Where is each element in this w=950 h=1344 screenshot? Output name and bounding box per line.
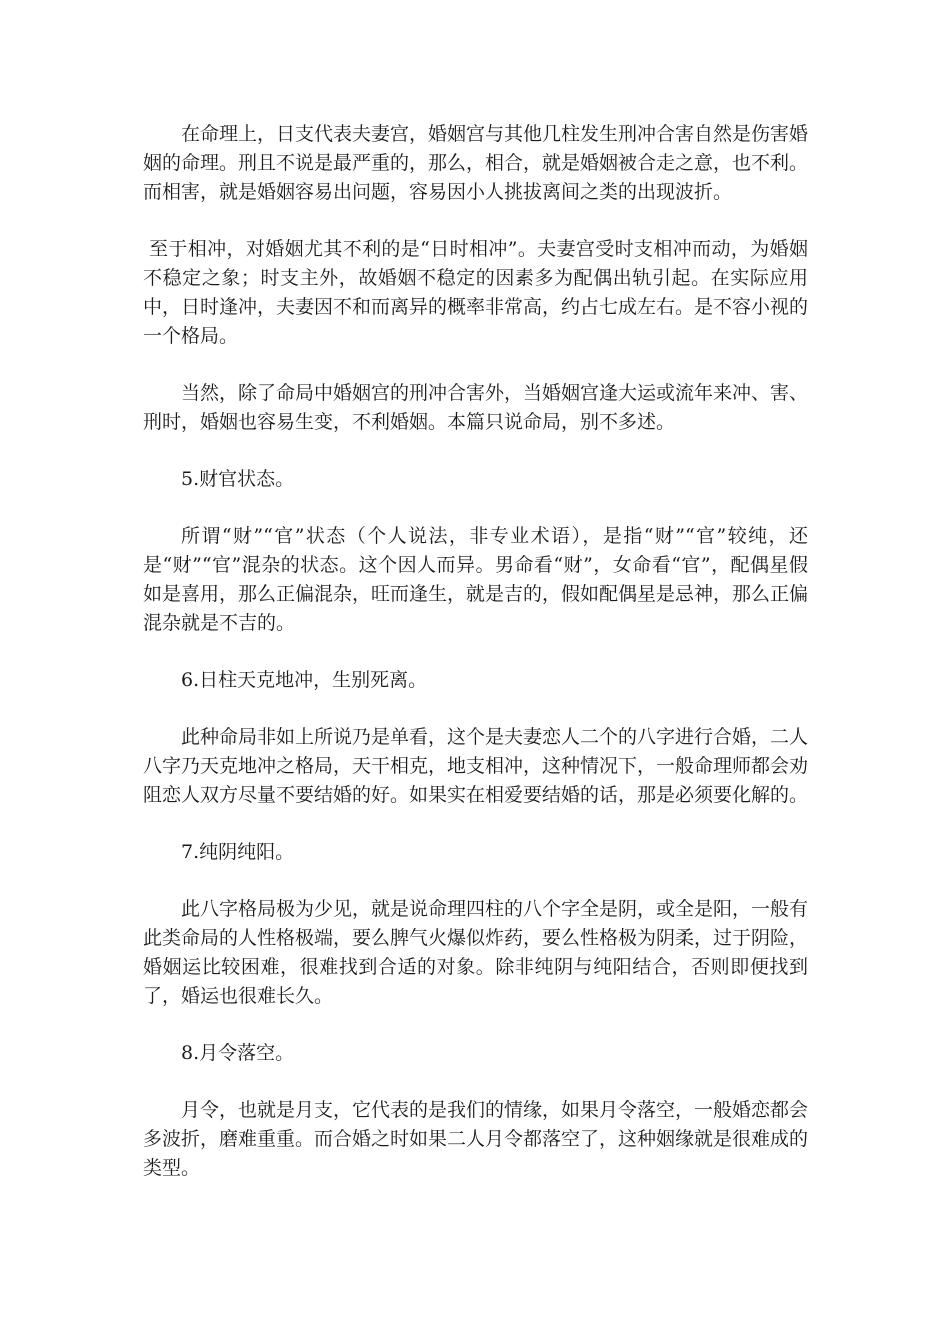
paragraph-marriage-palace: 在命理上，日支代表夫妻宫，婚姻宫与其他几柱发生刑冲合害自然是伤害婚姻的命理。刑且不说是最严重的，那么，相合，就是婚姻被合走之意，也不利。而相害，就是婚姻容易出问题，容易因小人挑拔离间之类的出现波折。 bbox=[143, 123, 809, 203]
section-heading-5: 5.财官状态。 bbox=[181, 468, 295, 490]
paragraph-wealth-officer: 所谓“财”“官”状态（个人说法，非专业术语），是指“财”“官”较纯，还是“财”“官”混杂的状态。这个因人而异。男命看“财”，女命看“官”，配偶星假如是喜用，那么正偏混杂，旺而逢生，就是吉的，假如配偶星是忌神，那么正偏混杂就是不吉的。 bbox=[143, 525, 809, 634]
section-heading-8: 8.月令落空。 bbox=[181, 1042, 295, 1064]
paragraph-pure-yin-yang: 此八字格局极为少见，就是说命理四柱的八个字全是阴，或全是阳，一般有此类命局的人性格极端，要么脾气火爆似炸药，要么性格极为阴柔，过于阴险，婚姻运比较困难，很难找到合适的对象。除非纯阴与纯阳结合，否则即便找到了，婚运也很难长久。 bbox=[143, 898, 809, 1007]
paragraph-month-branch-void: 月令，也就是月支，它代表的是我们的情缘，如果月令落空，一般婚恋都会多波折，磨难重重。而合婚之时如果二人月令都落空了，这种姻缘就是很难成的类型。 bbox=[143, 1099, 809, 1179]
paragraph-luck-cycles: 当然，除了命局中婚姻宫的刑冲合害外，当婚姻宫逢大运或流年来冲、害、刑时，婚姻也容易生变，不利婚姻。本篇只说命局，别不多述。 bbox=[143, 382, 809, 433]
document-body bbox=[143, 120, 808, 1211]
section-heading-6: 6.日柱天克地冲，生别死离。 bbox=[181, 669, 428, 691]
section-heading-7: 7.纯阴纯阳。 bbox=[181, 841, 295, 863]
paragraph-day-pillar-clash: 此种命局非如上所说乃是单看，这个是夫妻恋人二个的八字进行合婚，二人八字乃天克地冲之格局，天干相克，地支相冲，这种情况下，一般命理师都会劝阻恋人双方尽量不要结婚的好。如果实在相爱要结婚的话，那是必须要化解的。 bbox=[143, 726, 809, 806]
paragraph-day-hour-clash: 至于相冲，对婚姻尤其不利的是“日时相冲”。夫妻宫受时支相冲而动，为婚姻不稳定之象；时支主外，故婚姻不稳定的因素多为配偶出轨引起。在实际应用中，日时逢冲，夫妻因不和而离异的概率非常高，约占七成左右。是不容小视的一个格局。 bbox=[143, 238, 809, 347]
